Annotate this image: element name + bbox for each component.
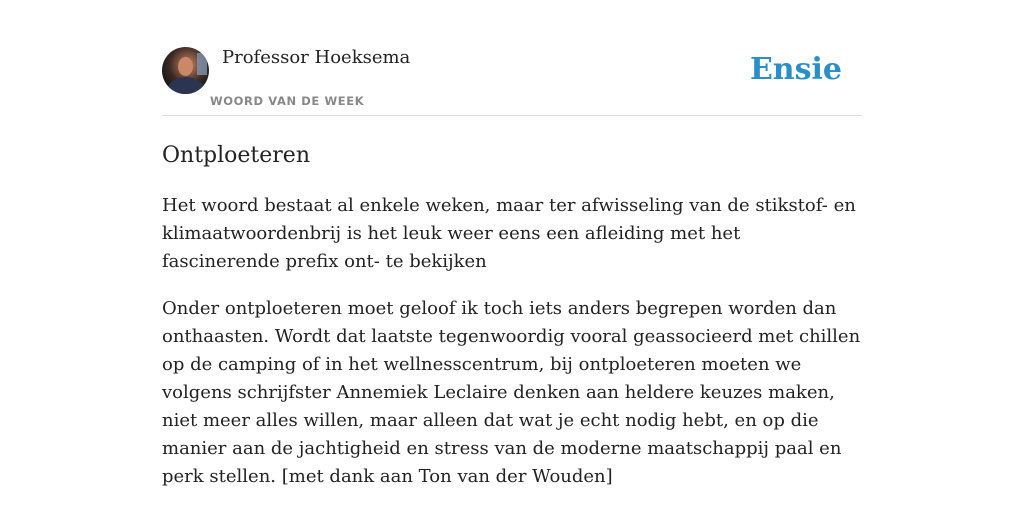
ensie-logo[interactable]: Ensie [749,52,842,87]
article-title: Ontploeteren [162,143,310,168]
section-label[interactable]: WOORD VAN DE WEEK [210,94,365,108]
article-paragraph-1: Het woord bestaat al enkele weken, maar ter afwisseling van de stikstof- en klimaatwoordenbrij is het leuk weer eens een afleiding met het fascinerende prefix ont- te bekijken [162,195,856,272]
card-header [162,46,862,116]
author-avatar[interactable] [162,47,209,94]
author-name[interactable]: Professor Hoeksema [222,47,411,68]
avatar-shoulders [168,77,204,94]
word-card [162,46,862,491]
avatar-face [178,57,193,76]
article-paragraph-2: Onder ontploeteren moet geloof ik toch iets anders begrepen worden dan onthaasten. Wordt dat laatste tegenwoordig vooral geassocieerd met chillen op de camping of in het wellnesscentrum, bij ontploeteren moeten we volgens schrijfster Annemiek Leclaire denken aan heldere keuzes maken, niet meer alles willen, maar alleen dat wat je echt nodig hebt, en op die manier aan de jachtigheid en stress van de moderne maatschappij paal en perk stellen. [met dank aan Ton van der Wouden] [162,298,861,487]
avatar-background-window [197,53,207,75]
